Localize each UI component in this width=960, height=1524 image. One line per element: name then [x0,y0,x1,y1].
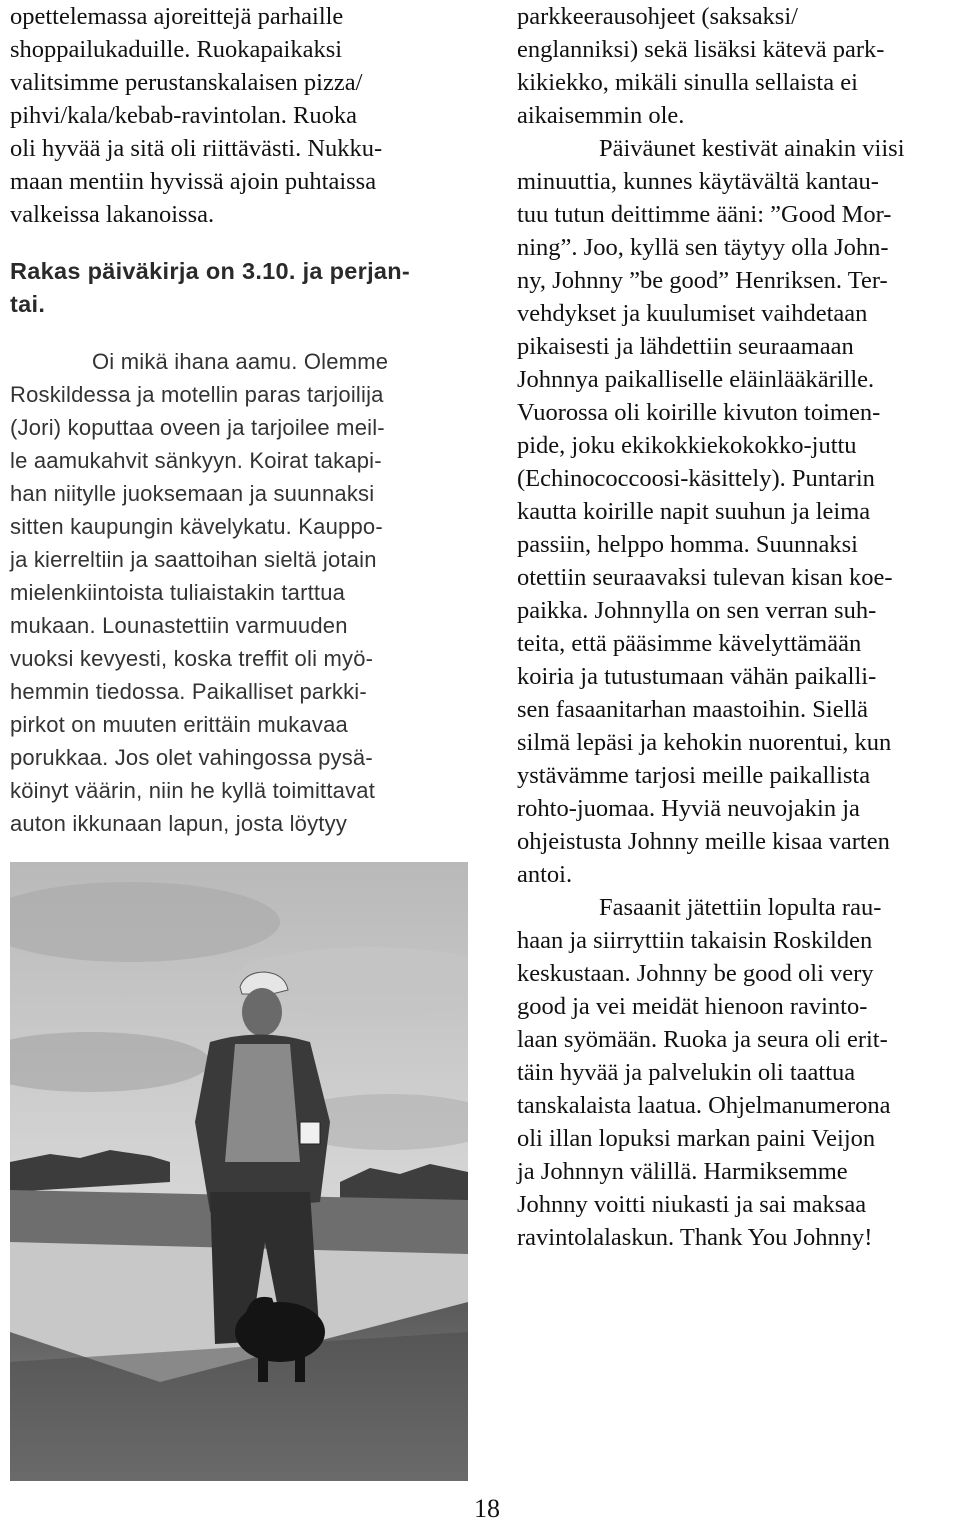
text-line: keskustaan. Johnny be good oli very [517,960,874,987]
text-line: ja Johnnyn välillä. Harmiksemme [517,1158,848,1185]
text-line: vuoksi kevyesti, koska treffit oli myö- [10,646,374,671]
text-line: tanskalaista laatua. Ohjelmanumerona [517,1092,891,1119]
text-line: Johnny voitti niukasti ja sai maksaa [517,1191,867,1218]
text-line: teita, että pääsimme kävelyttämään [517,630,862,657]
text-line: Roskildessa ja motellin paras tarjoilija [10,382,384,407]
text-line: haan ja siirryttiin takaisin Roskilden [517,927,873,954]
text-line: (Echinococcoosi-käsittely). Puntarin [517,465,875,492]
right-column [517,0,960,1254]
text-line: oli illan lopuksi markan paini Veijon [517,1125,876,1152]
spacer [10,321,480,345]
text-line: koiria ja tutustumaan vähän paikalli- [517,663,877,690]
text-line: köinyt väärin, niin he kyllä toimittavat [10,778,376,803]
text-line: good ja vei meidät hienoon ravinto- [517,993,868,1020]
text-line: antoi. [517,861,573,888]
text-line: maan mentiin hyvissä ajoin puhtaissa [10,168,377,195]
text-line: han niitylle juoksemaan ja suunnaksi [10,481,375,506]
text-line: tuu tutun deittimme ääni: ”Good Mor- [517,201,892,228]
text-line: le aamukahvit sänkyyn. Koirat takapi- [10,448,382,473]
text-line: vehdykset ja kuulumiset vaihdetaan [517,300,868,327]
dinner-paragraph [517,891,960,1254]
text-line: ning”. Joo, kyllä sen täytyy olla John- [517,234,889,261]
page-number: 18 [474,1494,500,1523]
left-column [10,0,480,840]
intro-paragraph [10,0,480,231]
text-line: mielenkiintoista tuliaistakin tarttua [10,580,346,605]
text-line: oli hyvää ja sitä oli riittävästi. Nukku- [10,135,383,162]
text-line: valkeissa lakanoissa. [10,201,215,228]
text-line: (Jori) koputtaa oveen ja tarjoilee meil- [10,415,385,440]
text-line: pihvi/kala/kebab-ravintolan. Ruoka [10,102,357,129]
morning-paragraph [10,345,480,840]
text-line: minuuttia, kunnes käytävältä kantau- [517,168,879,195]
text-line: Fasaanit jätettiin lopulta rau- [599,894,882,921]
diary-heading [10,255,480,321]
text-line: ohjeistusta Johnny meille kisaa varten [517,828,890,855]
johnny-paragraph [517,132,960,891]
text-line: pide, joku ekikokkiekokokko-juttu [517,432,857,459]
photo-illustration [10,862,468,1481]
heading-line: Rakas päiväkirja on 3.10. ja perjan- [10,258,411,284]
text-line: passiin, helppo homma. Suunnaksi [517,531,858,558]
text-line: auton ikkunaan lapun, josta löytyy [10,811,348,836]
text-line: silmä lepäsi ja kehokin nuorentui, kun [517,729,892,756]
text-line: otettiin seuraavaksi tulevan kisan koe- [517,564,893,591]
text-line: mukaan. Lounastettiin varmuuden [10,613,348,638]
text-line: pirkot on muuten erittäin mukavaa [10,712,348,737]
heading-line: tai. [10,291,46,317]
text-line: laan syömään. Ruoka ja seura oli erit- [517,1026,888,1053]
parking-paragraph-end [517,0,960,132]
text-line: Vuorossa oli koirille kivuton toimen- [517,399,881,426]
text-line: pikaisesti ja lähdettiin seuraamaan [517,333,854,360]
text-line: parkkeerausohjeet (saksaksi/ [517,3,798,30]
text-line: kikiekko, mikäli sinulla sellaista ei [517,69,858,96]
text-line: Oi mikä ihana aamu. Olemme [92,349,389,374]
text-line: Johnnya paikalliselle eläinlääkärille. [517,366,875,393]
text-line: porukkaa. Jos olet vahingossa pysä- [10,745,373,770]
spacer [10,231,480,255]
text-line: paikka. Johnnylla on sen verran suh- [517,597,877,624]
photo-man-with-dog [10,862,468,1481]
text-line: valitsimme perustanskalaisen pizza/ [10,69,363,96]
text-line: aikaisemmin ole. [517,102,685,129]
text-line: englanniksi) sekä lisäksi kätevä park- [517,36,885,63]
text-line: kautta koirille napit suuhun ja leima [517,498,871,525]
text-line: ny, Johnny ”be good” Henriksen. Ter- [517,267,888,294]
text-line: hemmin tiedossa. Paikalliset parkki- [10,679,367,704]
text-line: sitten kaupungin kävelykatu. Kauppo- [10,514,383,539]
text-line: ja kierreltiin ja saattoihan sieltä jotain [10,547,377,572]
text-line: opettelemassa ajoreittejä parhaille [10,3,344,30]
text-line: täin hyvää ja palvelukin oli taattua [517,1059,856,1086]
text-line: sen fasaanitarhan maastoihin. Siellä [517,696,869,723]
text-line: ystävämme tarjosi meille paikallista [517,762,871,789]
text-line: Päiväunet kestivät ainakin viisi [599,135,905,162]
text-line: ravintolalaskun. Thank You Johnny! [517,1224,873,1251]
text-line: shoppailukaduille. Ruokapaikaksi [10,36,343,63]
text-line: rohto-juomaa. Hyviä neuvojakin ja [517,795,860,822]
